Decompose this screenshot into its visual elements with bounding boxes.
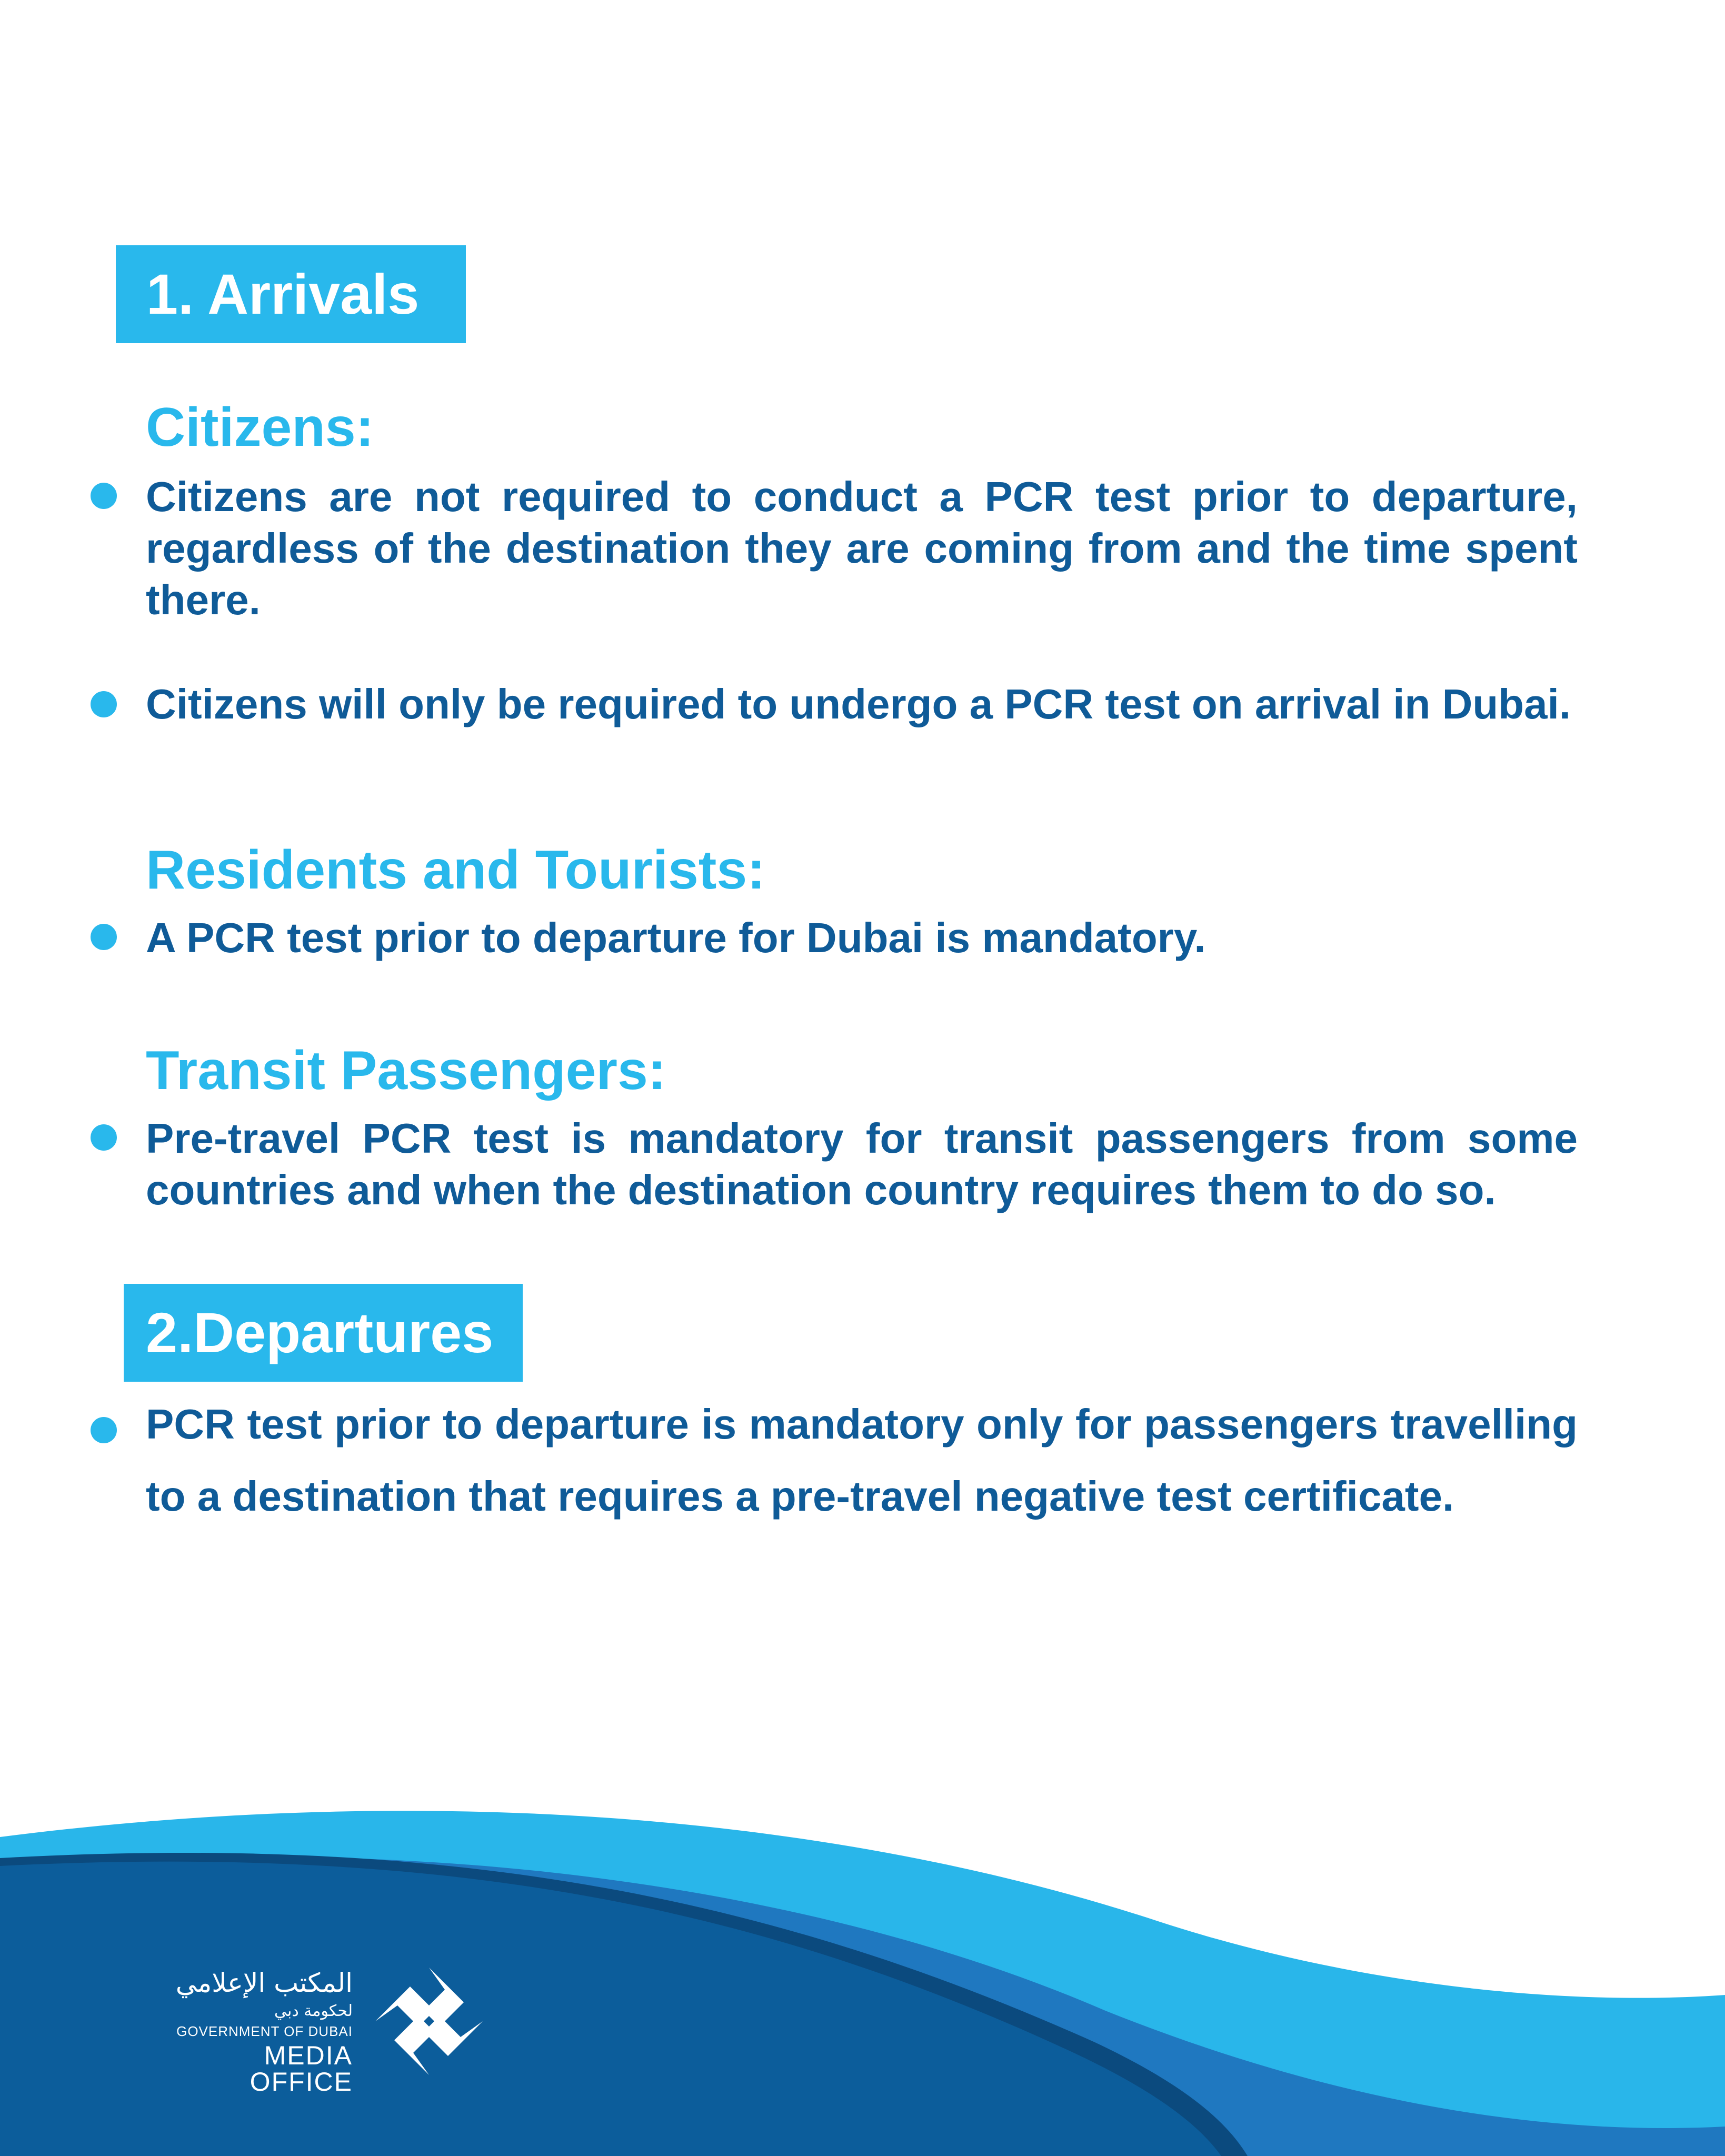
transit-heading: Transit Passengers: (146, 1040, 666, 1101)
logo-arabic-line-1: المكتب الإعلامي (175, 1968, 353, 1998)
logo-arabic-line-2: لحكومة دبي (274, 2002, 353, 2020)
transit-point-1: Pre-travel PCR test is mandatory for transit passengers from some countries and when the destination country requires them to do so. (146, 1115, 1578, 1213)
arrivals-label-text: 1. Arrivals (146, 262, 420, 326)
citizens-point-2: Citizens will only be required to undergo a PCR test on arrival in Dubai. (146, 681, 1571, 727)
residents-heading: Residents and Tourists: (146, 840, 765, 901)
logo-english-line-2: MEDIA OFFICE (250, 2041, 353, 2097)
citizens-heading: Citizens: (146, 397, 374, 458)
departures-point-1: PCR test prior to departure is mandatory only for passengers travelling to a destination that requires a pre-travel negative test certificate. (146, 1401, 1578, 1520)
logo-english-line-1: GOVERNMENT OF DUBAI (176, 2023, 353, 2039)
residents-point-1: A PCR test prior to departure for Dubai is mandatory. (146, 914, 1206, 961)
citizens-point-1: Citizens are not required to conduct a PCR test prior to departure, regardless of the destination they are coming from and the time spent there. (146, 473, 1578, 623)
departures-label-text: 2.Departures (146, 1301, 494, 1364)
